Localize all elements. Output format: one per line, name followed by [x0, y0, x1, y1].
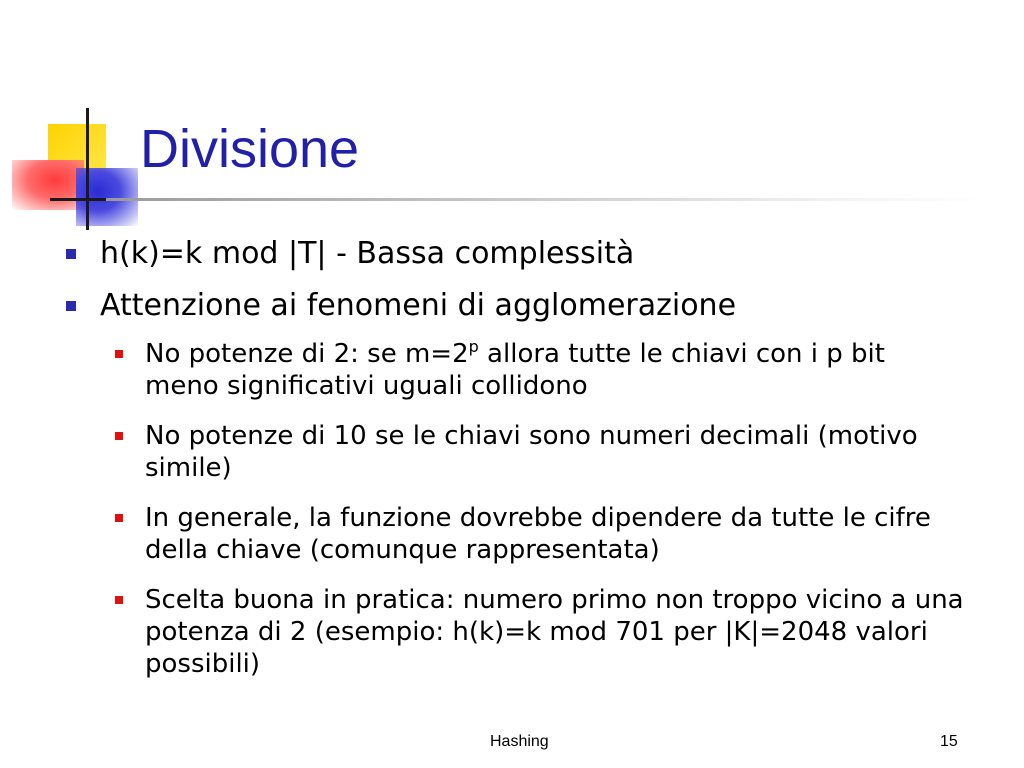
sub-bullet-text-before: No potenze di 2: se m=2: [145, 339, 469, 369]
vertical-line-decoration: [86, 108, 89, 230]
bullet-text: Attenzione ai fenomeni di agglomerazione: [100, 288, 737, 323]
slide-title: Divisione: [140, 119, 360, 179]
square-bullet-icon: [66, 249, 76, 259]
sub-bullet-item: [145, 420, 965, 484]
red-square-decoration: [12, 160, 84, 210]
bullet-item: [100, 234, 634, 274]
superscript-p: p: [468, 337, 479, 356]
footer-title: Hashing: [490, 733, 549, 750]
square-bullet-icon: [115, 350, 123, 358]
sub-bullet-item: [145, 584, 965, 680]
page-number: 15: [940, 733, 958, 750]
sub-bullet-text: In generale, la funzione dovrebbe dipendere da tutte le cifre della chiave (comunque rappresentata): [145, 503, 931, 565]
bullet-item: [100, 286, 736, 326]
sub-bullet-text-after: allora tutte le chiavi con i p bit meno significativi uguali collidono: [145, 339, 885, 401]
horizontal-line-decoration: [50, 198, 106, 201]
square-bullet-icon: [115, 514, 123, 522]
sub-bullet-item: [145, 338, 965, 402]
square-bullet-icon: [66, 301, 76, 311]
square-bullet-icon: [115, 596, 123, 604]
title-underline: [106, 198, 986, 201]
sub-bullet-text: No potenze di 10 se le chiavi sono numeri decimali (motivo simile): [145, 421, 918, 483]
square-bullet-icon: [115, 432, 123, 440]
sub-bullet-item: [145, 502, 965, 566]
sub-bullet-text: Scelta buona in pratica: numero primo non troppo vicino a una potenza di 2 (esempio: h(k)=k mod 701 per |K|=2048 valori possibili): [145, 585, 964, 679]
bullet-text: h(k)=k mod |T| - Bassa complessità: [100, 236, 635, 271]
